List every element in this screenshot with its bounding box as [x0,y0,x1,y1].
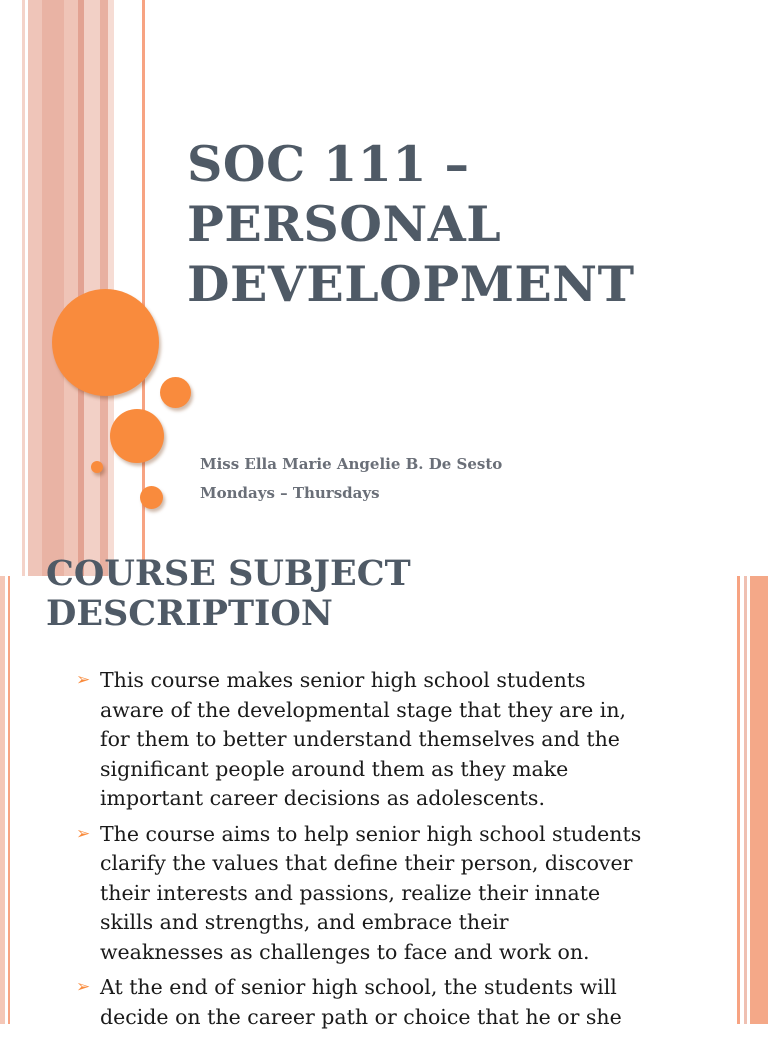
slide-title-line: PERSONAL [187,195,502,253]
orange-circle-large [52,289,159,396]
list-item [76,820,716,968]
list-item [76,973,716,1032]
class-schedule: Mondays – Thursdays [200,484,380,502]
stripe-decoration [737,576,740,1024]
arrow-bullet-icon: ➢ [76,670,91,690]
bullet-list [76,666,716,1038]
stripe-decoration [108,0,114,576]
bullet-line: This course makes senior high school students [100,668,586,692]
bullet-line: important career decisions as adolescents. [100,786,545,810]
orange-circle-medium [110,409,164,463]
stripe-decoration [28,0,42,576]
slide-title-line: DEVELOPMENT [187,255,635,313]
bullet-line: The course aims to help senior high school students [100,821,642,846]
orange-circle-small [160,377,191,408]
bullet-line: weaknesses as challenges to face and work on. [100,939,590,964]
stripe-decoration [0,576,5,1024]
stripe-decoration [64,0,78,576]
bullet-line: At the end of senior high school, the students will [100,975,617,999]
slide-title-line: COURSE SUBJECT [46,553,411,594]
bullet-line: decide on the career path or choice that he or she [100,1004,622,1029]
arrow-bullet-icon: ➢ [76,823,91,844]
bullet-line: clarify the values that define their person, discover [100,851,633,875]
bullet-line: their interests and passions, realize their innate [100,880,601,905]
arrow-bullet-icon: ➢ [76,977,91,997]
instructor-name: Miss Ella Marie Angelie B. De Sesto [200,455,503,473]
stripe-decoration [744,576,747,1024]
orange-circle-tiny [91,461,103,473]
list-item [76,666,716,814]
slide-title [46,554,706,634]
stripe-decoration [22,0,25,576]
stripe-decoration [100,0,108,576]
orange-circle-small [140,486,163,509]
slide-title-line: DESCRIPTION [46,593,333,634]
slide-title [187,134,747,314]
bullet-line: significant people around them as they make [100,756,569,781]
slide-title-line: SOC 111 – [187,135,470,193]
stripe-decoration [8,576,10,1024]
stripe-decoration [750,576,768,1024]
description-slide [0,553,768,1029]
stripe-decoration [42,0,64,576]
bullet-line: aware of the developmental stage that they are in, [100,697,627,722]
stripe-decoration [84,0,100,576]
bullet-line: skills and strengths, and embrace their [100,910,509,934]
bullet-line: for them to better understand themselves and the [100,727,620,751]
